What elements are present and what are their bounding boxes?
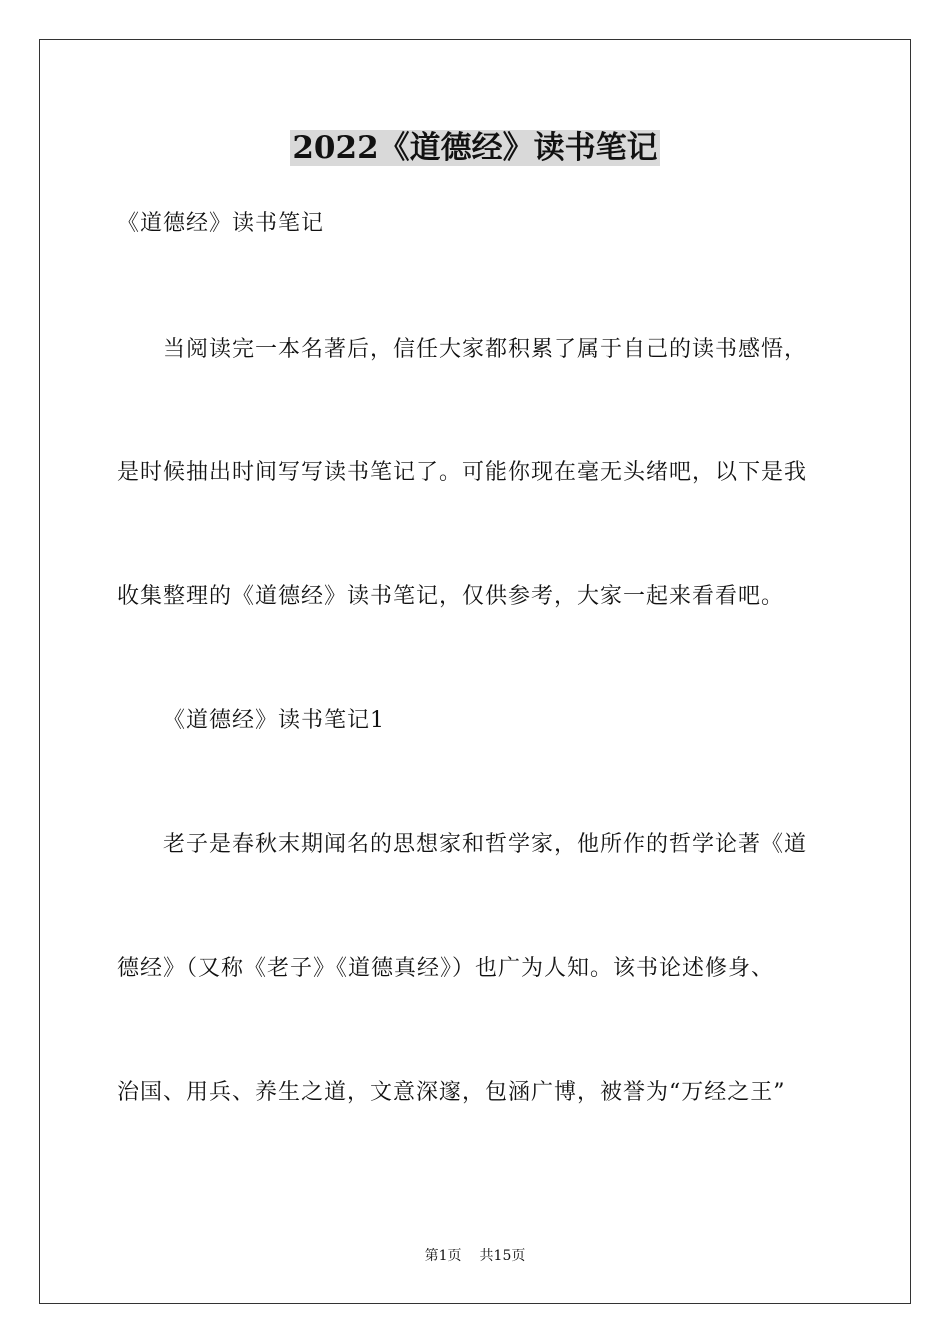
document-title-text: 2022《道德经》读书笔记 [292,130,658,166]
document-title [0,126,950,170]
page-total: 共15页 [479,1248,526,1264]
paragraph-line-6: 治国、用兵、养生之道，文意深邃，包涵广博，被誉为“万经之王” [117,1080,786,1105]
subtitle: 《道德经》读书笔记 [117,211,325,236]
section-heading: 《道德经》读书笔记1 [163,708,385,733]
paragraph-line-2: 是时候抽出时间写写读书笔记了。可能你现在毫无头绪吧，以下是我 [117,460,808,485]
page-number: 第1页 [424,1248,462,1264]
paragraph-line-4: 老子是春秋末期闻名的思想家和哲学家，他所作的哲学论著《道 [163,832,808,857]
paragraph-line-5: 德经》（又称《老子》《道德真经》）也广为人知。该书论述修身、 [117,956,775,981]
paragraph-line-3: 收集整理的《道德经》读书笔记，仅供参考，大家一起来看看吧。 [117,584,785,609]
page-footer [0,1246,950,1266]
paragraph-line-1: 当阅读完一本名著后，信任大家都积累了属于自己的读书感悟， [163,337,808,362]
